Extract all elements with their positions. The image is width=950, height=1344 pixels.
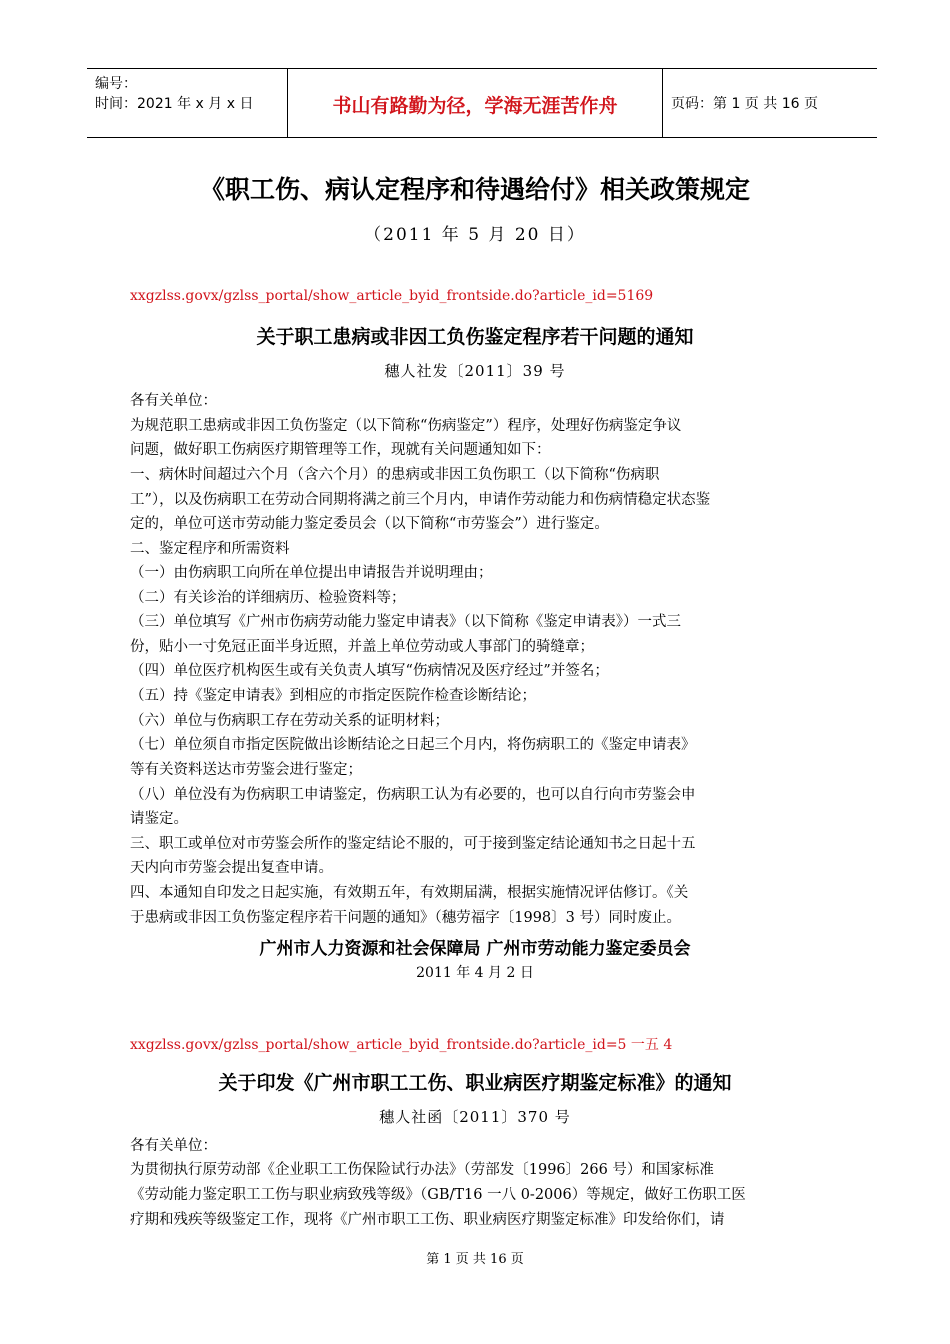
section1-url: xxgzlss.govx/gzlss_portal/show_article_byid_frontside.do?article_id=5169 xyxy=(130,288,654,304)
body-line: 三、职工或单位对市劳鉴会所作的鉴定结论不服的，可于接到鉴定结论通知书之日起十五 xyxy=(130,836,696,852)
page-info: 页码：第 1 页 共 16 页 xyxy=(671,96,818,112)
body-line: 为贯彻执行原劳动部《企业职工工伤保险试行办法》（劳部发〔1996〕266 号）和国家标准 xyxy=(130,1162,714,1178)
body-line: 请鉴定。 xyxy=(130,811,188,827)
header-meta-cell xyxy=(87,69,287,137)
body-line: （八）单位没有为伤病职工申请鉴定，伤病职工认为有必要的，也可以自行向市劳鉴会申 xyxy=(130,787,696,803)
body-line: 问题，做好职工伤病医疗期管理等工作，现就有关问题通知如下： xyxy=(130,442,551,458)
body-line: 《劳动能力鉴定职工工伤与职业病致残等级》（GB/T16 一八 0-2006）等规定，做好工伤职工医 xyxy=(130,1187,746,1203)
body-line: 四、本通知自印发之日起实施，有效期五年，有效期届满，根据实施情况评估修订。《关 xyxy=(130,885,689,901)
document-title: 《职工伤、病认定程序和待遇给付》相关政策规定 xyxy=(199,175,750,204)
header-page-cell xyxy=(661,69,877,137)
motto: 书山有路勤为径，学海无涯苦作舟 xyxy=(332,95,618,117)
body-line: 一、病休时间超过六个月（含六个月）的患病或非因工负伤职工（以下简称“伤病职 xyxy=(130,467,660,483)
body-line: 等有关资料送达市劳鉴会进行鉴定； xyxy=(130,762,362,778)
page-header xyxy=(87,68,877,138)
body-line: （六）单位与伤病职工存在劳动关系的证明材料； xyxy=(130,713,449,729)
section1-title: 关于职工患病或非因工负伤鉴定程序若干问题的通知 xyxy=(256,326,694,348)
section2-url: xxgzlss.govx/gzlss_portal/show_article_byid_frontside.do?article_id=5 一五 4 xyxy=(130,1037,673,1053)
body-line: 各有关单位： xyxy=(130,393,217,409)
body-line: 定的，单位可送市劳动能力鉴定委员会（以下简称“市劳鉴会”）进行鉴定。 xyxy=(130,516,609,532)
header-motto-cell xyxy=(287,69,663,137)
signers: 广州市人力资源和社会保障局 广州市劳动能力鉴定委员会 xyxy=(259,939,691,959)
body-line: 二、鉴定程序和所需资料 xyxy=(130,541,290,557)
body-line: 工”），以及伤病职工在劳动合同期将满之前三个月内，申请作劳动能力和伤病情稳定状态鉴 xyxy=(130,492,711,508)
time-label: 时间：2021 年 x 月 x 日 xyxy=(95,96,254,112)
body-line: 疗期和残疾等级鉴定工作，现将《广州市职工工伤、职业病医疗期鉴定标准》印发给你们，请 xyxy=(130,1212,725,1228)
body-line: （五）持《鉴定申请表》到相应的市指定医院作检查诊断结论； xyxy=(130,688,536,704)
body-line: （二）有关诊治的详细病历、检验资料等； xyxy=(130,590,406,606)
document-date: （2011 年 5 月 20 日） xyxy=(364,225,586,245)
body-line: 于患病或非因工负伤鉴定程序若干问题的通知》（穗劳福字〔1998〕3 号）同时废止。 xyxy=(130,910,681,926)
body-line: （四）单位医疗机构医生或有关负责人填写“伤病情况及医疗经过”并签名； xyxy=(130,663,609,679)
number-label: 编号： xyxy=(95,76,137,92)
body-line: （三）单位填写《广州市伤病劳动能力鉴定申请表》（以下简称《鉴定申请表》）一式三 xyxy=(130,614,681,630)
section2-doc-number: 穗人社函〔2011〕370 号 xyxy=(379,1108,571,1126)
page-footer: 第 1 页 共 16 页 xyxy=(426,1252,524,1267)
body-line: 为规范职工患病或非因工负伤鉴定（以下简称“伤病鉴定”）程序，处理好伤病鉴定争议 xyxy=(130,418,682,434)
body-line: 份，贴小一寸免冠正面半身近照，并盖上单位劳动或人事部门的骑缝章； xyxy=(130,639,594,655)
section1-doc-number: 穗人社发〔2011〕39 号 xyxy=(384,362,566,380)
body-line: （七）单位须自市指定医院做出诊断结论之日起三个月内，将伤病职工的《鉴定申请表》 xyxy=(130,737,696,753)
sign-date: 2011 年 4 月 2 日 xyxy=(416,965,534,981)
section2-title: 关于印发《广州市职工工伤、职业病医疗期鉴定标准》的通知 xyxy=(218,1072,732,1094)
body-line: 各有关单位： xyxy=(130,1138,217,1154)
body-line: 天内向市劳鉴会提出复查申请。 xyxy=(130,860,333,876)
body-line: （一）由伤病职工向所在单位提出申请报告并说明理由； xyxy=(130,565,493,581)
